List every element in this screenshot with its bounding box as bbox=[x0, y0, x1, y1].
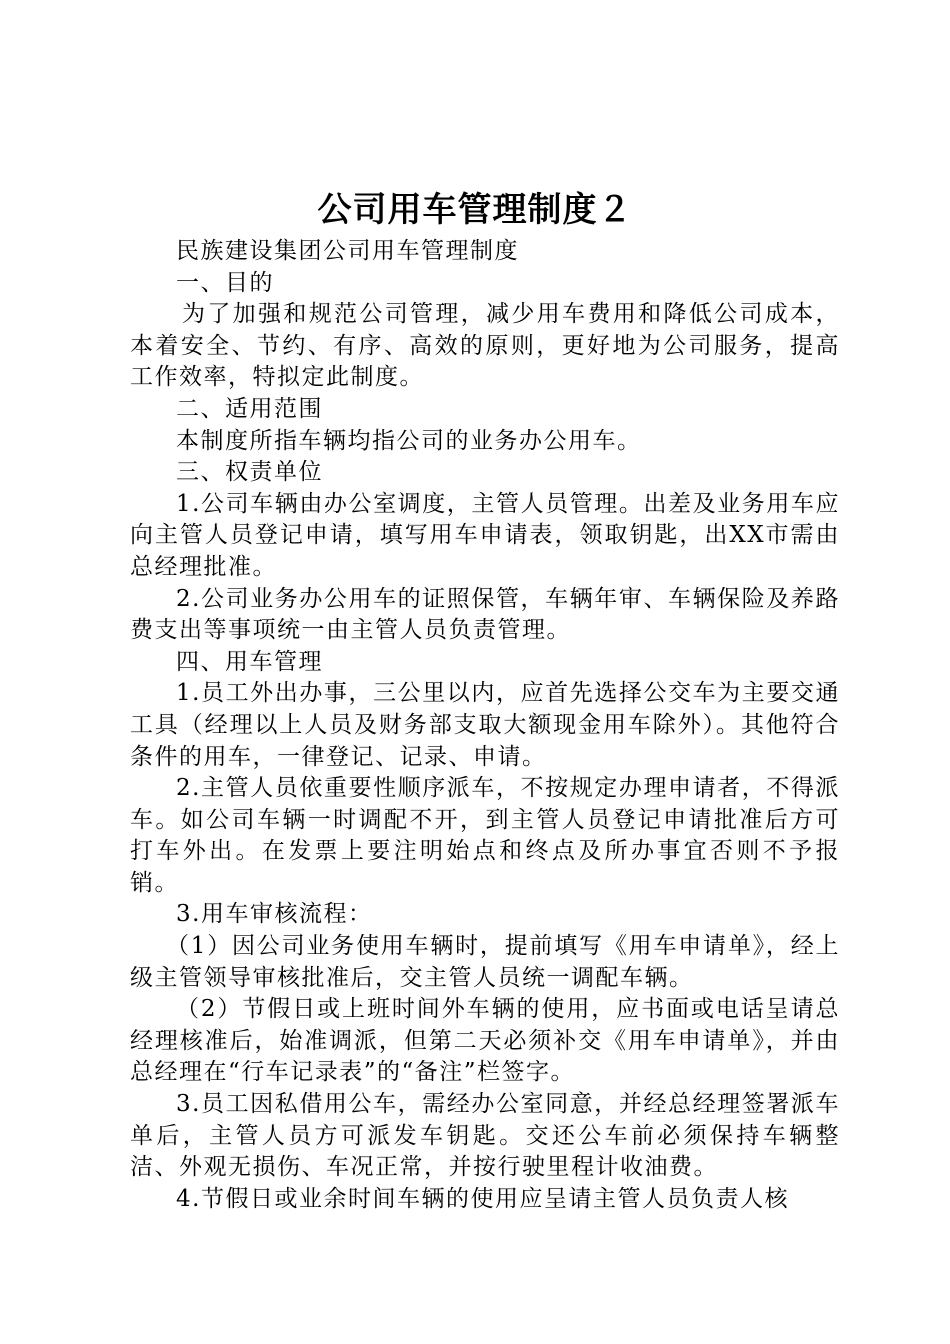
paragraph-management-3-private: 3.员工因私借用公车，需经办公室同意，并经总经理签署派车单后，主管人员方可派发车钥匙。交还公车前必须保持车辆整洁、外观无损伤、车况正常，并按行驶里程计收油费。 bbox=[130, 1091, 840, 1181]
paragraph-responsibility-2: 2.公司业务办公用车的证照保管，车辆年审、车辆保险及养路费支出等事项统一由主管人员负责管理。 bbox=[130, 585, 840, 644]
paragraph-responsibility-1: 1.公司车辆由办公室调度，主管人员管理。出差及业务用车应向主管人员登记申请，填写用车申请表，领取钥匙，出XX市需由总经理批准。 bbox=[130, 490, 840, 580]
paragraph-management-4: 4.节假日或业余时间车辆的使用应呈请主管人员负责人核 bbox=[176, 1185, 789, 1212]
section-heading-scope: 二、适用范围 bbox=[176, 395, 323, 422]
document-body bbox=[130, 236, 840, 1215]
section-heading-vehicle-management: 四、用车管理 bbox=[176, 648, 323, 675]
section-heading-purpose: 一、目的 bbox=[176, 269, 274, 296]
paragraph-process-1: （1）因公司业务使用车辆时，提前填写《用车申请单》，经上级主管领导审核批准后，交主管人员统一调配车辆。 bbox=[130, 933, 840, 991]
document-title: 公司用车管理制度２ bbox=[317, 190, 633, 230]
paragraph-purpose: 为了加强和规范公司管理，减少用车费用和降低公司成本，本着安全、节约、有序、高效的原则，更好地为公司服务，提高工作效率，特拟定此制度。 bbox=[130, 301, 840, 391]
paragraph-scope: 本制度所指车辆均指公司的业务办公用车。 bbox=[176, 427, 642, 454]
paragraph-management-2: 2.主管人员依重要性顺序派车，不按规定办理申请者，不得派车。如公司车辆一时调配不开，到主管人员登记申请批准后方可打车外出。在发票上要注明始点和终点及所办事宜否则不予报销。 bbox=[130, 775, 840, 896]
section-heading-responsibility: 三、权责单位 bbox=[176, 459, 323, 486]
paragraph-management-1: 1.员工外出办事，三公里以内，应首先选择公交车为主要交通工具（经理以上人员及财务部支取大额现金用车除外）。其他符合条件的用车，一律登记、记录、申请。 bbox=[130, 680, 840, 770]
paragraph-management-3-heading: 3.用车审核流程： bbox=[176, 901, 373, 928]
paragraph-process-2: （2）节假日或上班时间外车辆的使用，应书面或电话呈请总经理核准后，始准调派，但第二天必须补交《用车申请单》，并由总经理在“行车记录表”的“备注”栏签字。 bbox=[130, 996, 840, 1086]
paragraph-company-name: 民族建设集团公司用车管理制度 bbox=[176, 238, 519, 264]
